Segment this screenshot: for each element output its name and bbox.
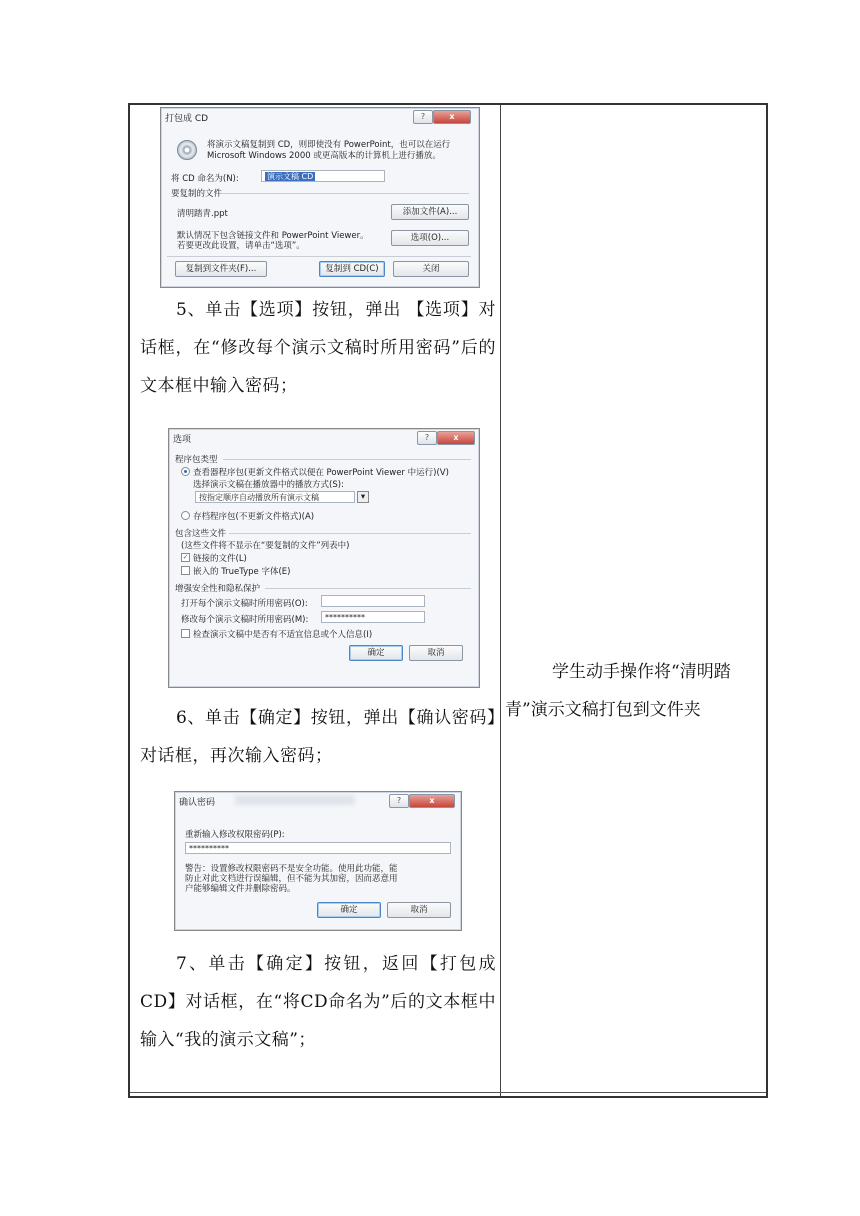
modify-password-field[interactable]: ********** <box>321 611 425 623</box>
cd-name-field[interactable]: 演示文稿 CD <box>261 170 385 182</box>
dialog-title: 选项 <box>173 435 192 445</box>
close-button[interactable]: 关闭 <box>393 261 469 277</box>
viewer-package-label: 查看器程序包(更新文件格式以便在 PowerPoint Viewer 中运行)(V) <box>193 468 449 478</box>
linked-files-checkbox[interactable]: ✓ <box>182 553 189 561</box>
description-line1: 将演示文稿复制到 CD，则即使没有 PowerPoint，也可以在运行 <box>207 140 451 150</box>
group-separator <box>229 533 471 534</box>
truetype-label: 嵌入的 TrueType 字体(E) <box>193 567 291 577</box>
default-note-line2: 若要更改此设置，请单击“选项”。 <box>177 241 305 251</box>
options-dialog-screenshot <box>168 428 480 688</box>
dialog-title: 确认密码 <box>179 798 216 808</box>
group-package-type: 程序包类型 <box>175 455 218 465</box>
ok-button[interactable]: 确定 <box>317 902 381 918</box>
confirm-password-field[interactable]: ********** <box>185 842 451 854</box>
file-name: 清明踏青.ppt <box>177 209 228 219</box>
blurred-title-area <box>235 795 355 805</box>
ok-button[interactable]: 确定 <box>349 645 403 661</box>
copy-to-folder-button[interactable]: 复制到文件夹(F)... <box>175 261 267 277</box>
play-mode-label: 选择演示文稿在播放器中的播放方式(S): <box>193 480 344 490</box>
step7-text: 7、单击【确定】按钮，返回【打包成CD】对话框，在“将CD命名为”后的文本框中输入“我的演示文稿”； <box>140 954 496 1050</box>
column-divider <box>500 105 501 1096</box>
content-table <box>128 103 768 1098</box>
open-password-field[interactable] <box>321 595 425 607</box>
cd-icon <box>177 140 197 160</box>
help-icon[interactable]: ? <box>413 110 433 124</box>
step6-text: 6、单击【确定】按钮，弹出【确认密码】对话框，再次输入密码； <box>140 708 496 766</box>
chevron-down-icon[interactable]: ▾ <box>357 491 369 503</box>
bottom-separator <box>167 256 471 257</box>
description-line2: Microsoft Windows 2000 或更高版本的计算机上进行播放。 <box>207 151 441 161</box>
close-icon[interactable]: x <box>409 794 455 808</box>
options-button[interactable]: 选项(O)... <box>391 230 469 246</box>
warning-line3: 户能够编辑文件并删除密码。 <box>185 884 296 894</box>
inspect-label: 检查演示文稿中是否有不适宜信息或个人信息(I) <box>193 630 373 640</box>
cd-name-label: 将 CD 命名为(N): <box>171 174 239 184</box>
copy-to-cd-button[interactable]: 复制到 CD(C) <box>319 261 385 277</box>
add-files-button[interactable]: 添加文件(A)... <box>391 204 469 220</box>
linked-files-label: 链接的文件(L) <box>193 554 247 564</box>
table-bottom-line <box>130 1092 766 1093</box>
help-icon[interactable]: ? <box>389 794 409 808</box>
package-cd-dialog-screenshot <box>160 107 480 288</box>
group-separator <box>265 588 471 589</box>
viewer-package-radio[interactable] <box>181 467 190 476</box>
truetype-checkbox[interactable] <box>181 566 190 575</box>
cancel-button[interactable]: 取消 <box>387 902 451 918</box>
group-separator <box>223 459 471 460</box>
group-include: 包含这些文件 <box>175 529 227 539</box>
include-note: (这些文件将不显示在“要复制的文件”列表中) <box>181 541 350 551</box>
archive-package-radio[interactable] <box>181 511 190 520</box>
student-activity-text: 学生动手操作将“清明踏青”演示文稿打包到文件夹 <box>505 662 731 720</box>
cancel-button[interactable]: 取消 <box>409 645 463 661</box>
step5-text: 5、单击【选项】按钮，弹出 【选项】对话框，在“修改每个演示文稿时所用密码”后的文本框中输入密码； <box>140 300 496 396</box>
warning-line2: 防止对此文档进行误编辑，但不能为其加密，因而恶意用 <box>185 874 398 884</box>
inspect-checkbox[interactable] <box>181 629 190 638</box>
modify-password-label: 修改每个演示文稿时所用密码(M): <box>181 615 309 625</box>
archive-package-label: 存档程序包(不更新文件格式)(A) <box>193 512 315 522</box>
files-separator <box>221 193 469 194</box>
group-security: 增强安全性和隐私保护 <box>175 584 261 594</box>
warning-line1: 警告：设置修改权限密码不是安全功能。使用此功能，能 <box>185 864 398 874</box>
help-icon[interactable]: ? <box>417 431 437 445</box>
files-heading: 要复制的文件 <box>171 189 223 199</box>
open-password-label: 打开每个演示文稿时所用密码(O): <box>181 599 308 609</box>
confirm-password-dialog-screenshot <box>174 791 462 931</box>
close-icon[interactable]: x <box>437 431 475 445</box>
close-icon[interactable]: x <box>433 110 471 124</box>
play-mode-select[interactable]: 按指定顺序自动播放所有演示文稿 <box>195 491 355 503</box>
dialog-title: 打包成 CD <box>165 114 209 124</box>
reenter-label: 重新输入修改权限密码(P): <box>185 830 285 840</box>
default-note-line1: 默认情况下包含链接文件和 PowerPoint Viewer。 <box>177 231 369 241</box>
